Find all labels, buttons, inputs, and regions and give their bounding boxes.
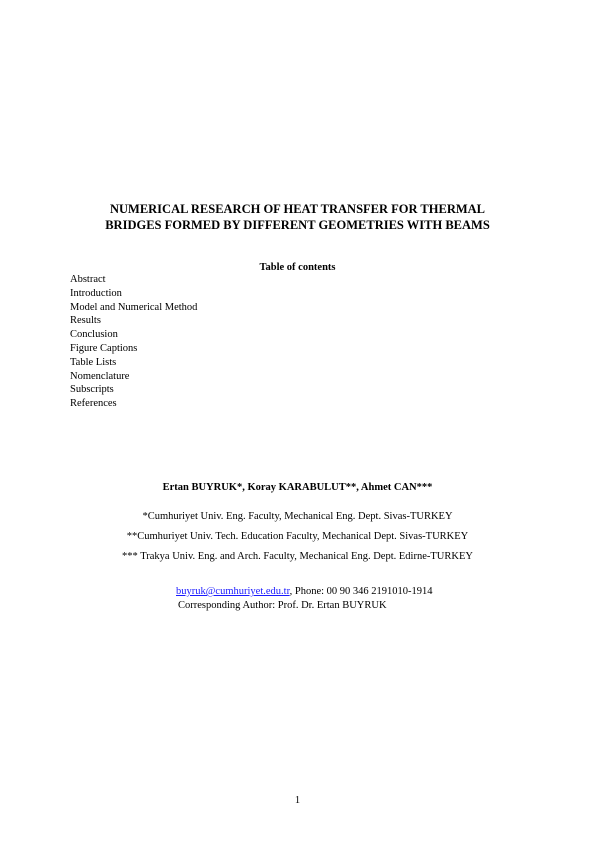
- affiliation-3: *** Trakya Univ. Eng. and Arch. Faculty, Mechanical Eng. Dept. Edirne-TURKEY: [122, 551, 473, 562]
- affiliation-1: *Cumhuriyet Univ. Eng. Faculty, Mechanical Eng. Dept. Sivas-TURKEY: [142, 511, 453, 522]
- email-link[interactable]: buyruk@cumhuriyet.edu.tr: [176, 586, 290, 597]
- toc-item-nomenclature: Nomenclature: [70, 370, 130, 382]
- toc-item-table-lists: Table Lists: [70, 356, 117, 368]
- affiliation-2: **Cumhuriyet Univ. Tech. Education Faculty, Mechanical Dept. Sivas-TURKEY: [126, 531, 469, 542]
- toc-item-references: References: [70, 398, 117, 410]
- toc-item-introduction: Introduction: [70, 287, 122, 299]
- toc-item-subscripts: Subscripts: [70, 384, 114, 396]
- author-list: Ertan BUYRUK*, Koray KARABULUT**, Ahmet CAN***: [162, 482, 433, 493]
- toc-item-abstract: Abstract: [70, 274, 106, 285]
- toc-list: [70, 273, 197, 411]
- toc-item-results: Results: [70, 315, 101, 327]
- toc-item-model: Model and Numerical Method: [70, 301, 198, 313]
- paper-title-line-1: NUMERICAL RESEARCH OF HEAT TRANSFER FOR THERMAL: [109, 202, 486, 216]
- page-number: 1: [294, 795, 301, 806]
- phone-text: , Phone: 00 90 346 2191010-1914: [289, 586, 433, 597]
- toc-heading: Table of contents: [259, 262, 336, 273]
- toc-item-conclusion: Conclusion: [70, 329, 118, 341]
- corresponding-author: Corresponding Author: Prof. Dr. Ertan BUYRUK: [178, 600, 387, 611]
- paper-title: [40, 201, 555, 233]
- toc-item-figure-captions: Figure Captions: [70, 342, 138, 354]
- paper-title-line-2: BRIDGES FORMED BY DIFFERENT GEOMETRIES WITH BEAMS: [105, 218, 490, 232]
- contact-line: [176, 585, 433, 598]
